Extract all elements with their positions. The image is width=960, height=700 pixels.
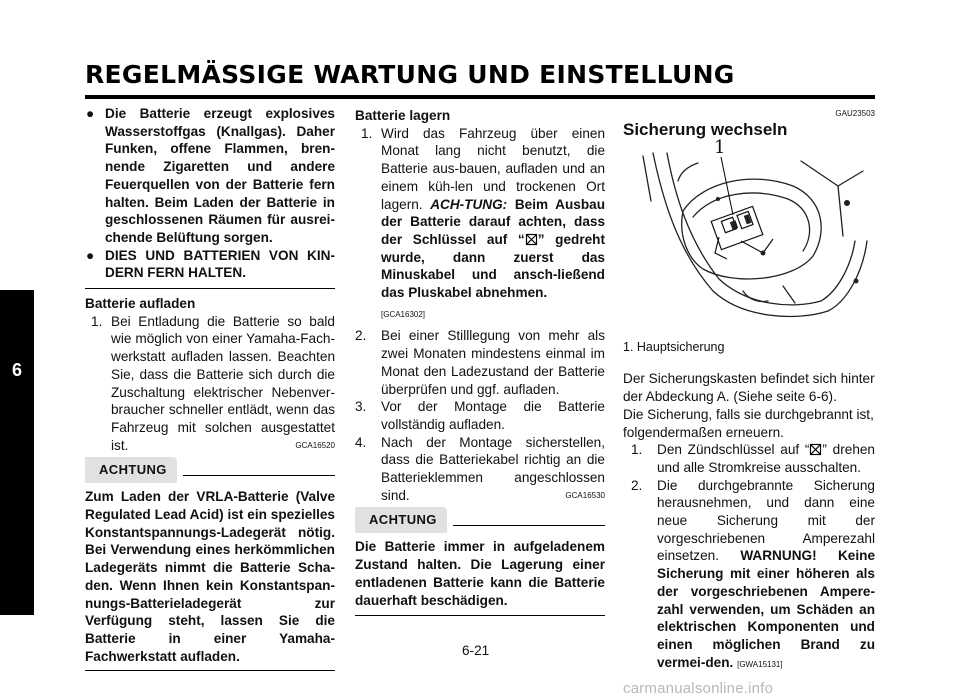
chapter-number: 6 — [11, 360, 22, 380]
numbered-step: 3. Vor der Montage die Batterie vollständig aufladen. — [355, 399, 605, 432]
header-rule — [85, 95, 875, 99]
column-2 — [355, 100, 605, 616]
section-title: Sicherung wechseln — [623, 120, 788, 139]
notice-rule — [183, 475, 335, 476]
page-number: 6-21 — [462, 643, 490, 658]
numbered-step: 1. Bei Entladung die Batterie so bald wie möglich von einer Yamaha-Fach-werkstatt aufladen lassen. Beachten Sie, dass die Batterie sich durch die Zuschaltung elektrischer Nebenver-braucher schneller entlädt, wenn das Fahrzeug mit solchen ausgestattet ist. — [91, 313, 335, 453]
paragraph: Die Sicherung, falls sie durchgebrannt ist, folgendermaßen erneuern. — [623, 406, 874, 440]
key-off-icon — [809, 443, 822, 456]
chapter-tab — [0, 290, 34, 615]
column-3 — [623, 100, 875, 673]
section-heading: Batterie aufladen — [85, 296, 196, 312]
bullet-icon: ● — [86, 106, 95, 121]
divider — [355, 615, 605, 616]
fuse-box-illustration — [623, 136, 875, 331]
numbered-step: 1. Den Zündschlüssel auf “ ” drehen und alle Stromkreise ausschalten. — [631, 442, 875, 475]
reference-code: [GCA16302] — [381, 309, 426, 319]
warning-label: WARNUNG! — [740, 548, 817, 564]
warning-text: Keine Sicherung mit einer höheren als der vorgeschriebenen Ampere-zahl verwenden, um Schäden an elektrischen Komponenten und einen möglichen Brand zu vermei-den. — [657, 548, 876, 670]
bullet-icon: ● — [86, 247, 95, 263]
watermark: carmanualsonline.info — [623, 680, 774, 697]
reference-code: GCA16530 — [565, 491, 605, 501]
numbered-step: 2. Bei einer Stilllegung von mehr als zwei Monaten mindestens einmal im Monat den Ladezustand der Batterie überprüfen und ggf. aufladen. — [355, 328, 605, 397]
numbered-step: 1. Wird das Fahrzeug über einen Monat lang nicht benutzt, die Batterie aus-bauen, aufladen und an einem küh-len und trockenen Ort lagern. ACH-TUNG: Beim Ausbau der Batterie darauf achten, dass der Schlüssel auf “ ” gedreht wurde, dann zuerst das Minuskabel und ansch-ließend das Pluskabel abnehmen. [GCA16302] — [355, 125, 605, 324]
column-1 — [85, 100, 335, 671]
notice-text: Die Batterie immer in aufgeladenem Zustand halten. Die Lagerung einer entladenen Batterie kann die Batterie dauerhaft beschädigen. — [355, 539, 605, 608]
reference-code: GAU23503 — [835, 109, 875, 118]
achtung-label: ACHTUNG — [355, 507, 447, 533]
notice-rule — [453, 525, 605, 526]
fuse-box-drawing — [623, 136, 875, 331]
reference-code: [GWA15131] — [737, 659, 783, 669]
divider — [85, 670, 335, 671]
numbered-step: 4. Nach der Montage sicherstellen, dass die Batteriekabel richtig an die Batterieklemmen angeschlossen sind. — [355, 434, 605, 503]
section-heading: Batterie lagern — [355, 108, 451, 123]
notice-header — [355, 507, 605, 533]
paragraph: Der Sicherungskasten befindet sich hinter der Abdeckung A. (Siehe seite 6-6). — [623, 371, 875, 405]
numbered-step: 2. Die durchgebrannte Sicherung herausnehmen, und dann eine neue Sicherung mit der vorgeschriebenen Amperezahl einsetzen. WARNUNG! Keine Sicherung mit einer höheren als der vorgeschriebenen Ampere-zahl verwenden, um Schäden an elektrischen Komponenten und einen möglichen Brand zu vermei-den. [GWA15131] — [631, 477, 876, 670]
notice-header — [85, 457, 335, 483]
reference-code: GCA16520 — [295, 441, 335, 451]
bullet-item: ● Die Batterie erzeugt explosives Wasserstoffgas (Knallgas). Daher Funken, offene Flammen, bren-nende Zigaretten und andere Feuerquellen von der Batterie fern halten. Beim Laden der Batterie in geschlossenen Räumen für ausrei-chende Belüftung sorgen. — [86, 106, 335, 245]
page-header-title: REGELMÄSSIGE WARTUNG UND EINSTELLUNG — [85, 60, 735, 89]
divider — [85, 288, 335, 289]
achtung-label: ACHTUNG — [85, 457, 177, 483]
figure-caption: 1. Hauptsicherung — [623, 339, 725, 354]
figure-callout: 1 — [714, 136, 726, 158]
bullet-item: ● DIES UND BATTERIEN VON KIN-DERN FERN HALTEN. — [86, 247, 335, 281]
achtung-inline: ACH-TUNG: — [430, 196, 508, 212]
key-off-icon — [525, 233, 538, 246]
notice-text: Zum Laden der VRLA-Batterie (Valve Regulated Lead Acid) ist ein spezielles Konstantspannungs-Ladegerät nötig. Bei Verwendung eines herkömmlichen Ladegeräts nimmt die Batterie Scha-den. Wenn Ihnen kein Konstantspan-nungs-Batterieladegerät zur Verfügung steht, lassen Sie die Batterie in einer Yamaha-Fachwerkstatt aufladen. — [85, 489, 335, 664]
